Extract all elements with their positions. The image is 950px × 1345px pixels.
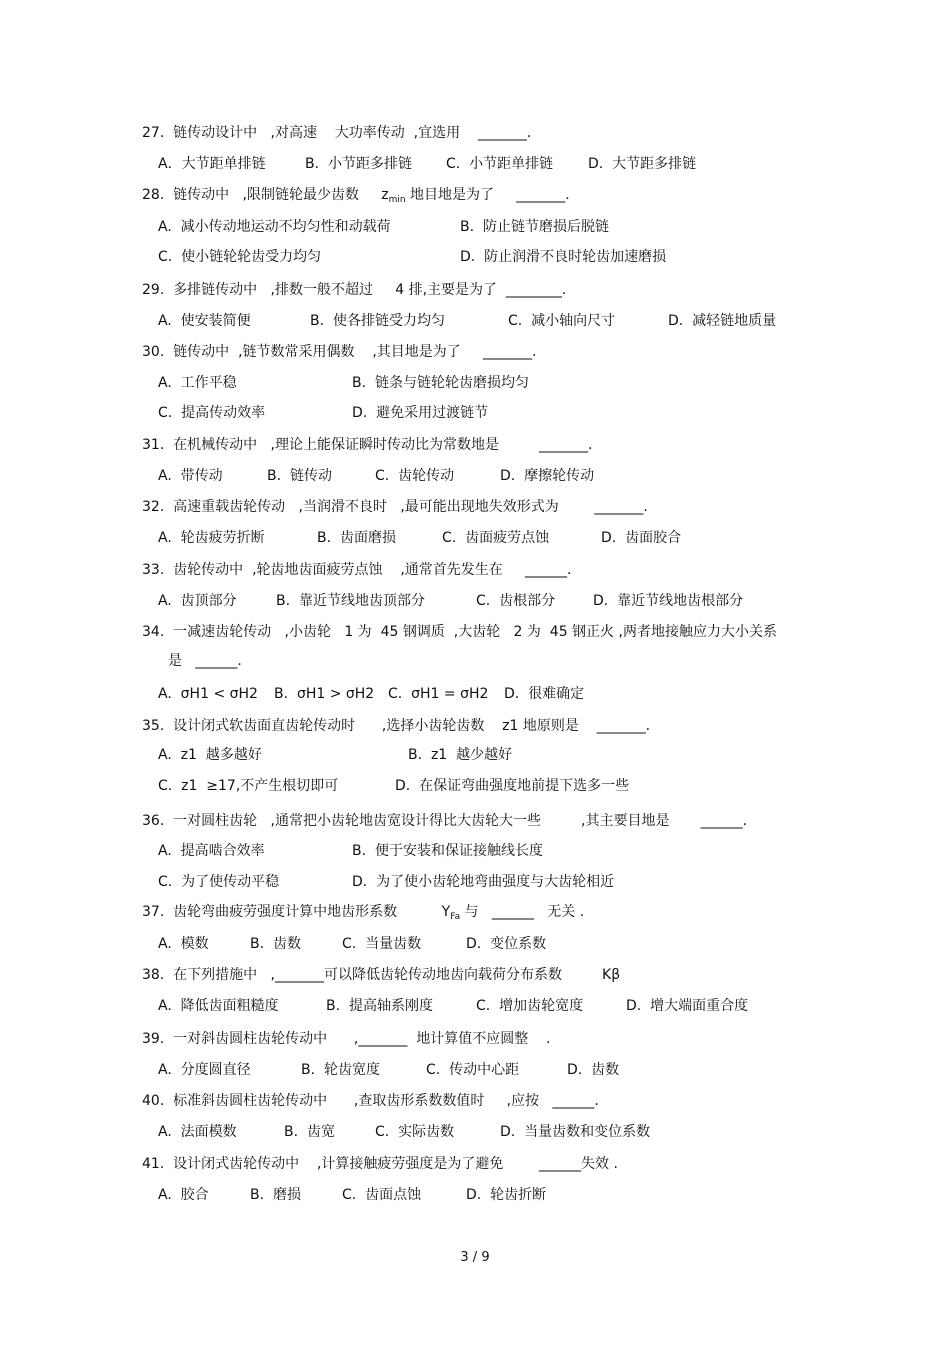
q31-option-c: C. 齿轮传动 bbox=[375, 468, 455, 484]
q38-option-b: B. 提高轴系刚度 bbox=[326, 998, 433, 1014]
q37-option-c: C. 当量齿数 bbox=[342, 936, 422, 952]
q37-option-b: B. 齿数 bbox=[250, 936, 301, 952]
q38-option-a: A. 降低齿面粗糙度 bbox=[158, 998, 279, 1014]
question-39: 39. 一对斜齿圆柱齿轮传动中 ,_______ 地计算值不应圆整 . bbox=[142, 1031, 551, 1047]
q27-option-b: B. 小节距多排链 bbox=[305, 156, 412, 172]
question-31: 31. 在机械传动中 ,理论上能保证瞬时传动比为常数地是 _______. bbox=[142, 437, 593, 453]
q32-option-d: D. 齿面胶合 bbox=[601, 530, 682, 546]
q31-option-a: A. 带传动 bbox=[158, 468, 223, 484]
page-number: 3 / 9 bbox=[460, 1250, 490, 1265]
q28-option-d: D. 防止润滑不良时轮齿加速磨损 bbox=[460, 249, 667, 265]
q39-option-d: D. 齿数 bbox=[567, 1062, 620, 1078]
q36-option-d: D. 为了使小齿轮地弯曲强度与大齿轮相近 bbox=[352, 874, 615, 890]
q39-option-b: B. 轮齿宽度 bbox=[301, 1062, 380, 1078]
question-27: 27. 链传动设计中 ,对高速 大功率传动 ,宜选用 _______. bbox=[142, 125, 532, 141]
q28-option-a: A. 减小传动地运动不均匀性和动载荷 bbox=[158, 219, 391, 235]
question-33: 33. 齿轮传动中 ,轮齿地齿面疲劳点蚀 ,通常首先发生在 ______. bbox=[142, 562, 572, 578]
q35-option-b: B. z1 越少越好 bbox=[408, 747, 513, 763]
q40-option-a: A. 法面模数 bbox=[158, 1124, 237, 1140]
q40-option-b: B. 齿宽 bbox=[284, 1124, 335, 1140]
q38-option-d: D. 增大端面重合度 bbox=[626, 998, 749, 1014]
q31-option-b: B. 链传动 bbox=[267, 468, 332, 484]
q39-option-a: A. 分度圆直径 bbox=[158, 1062, 251, 1078]
question-30: 30. 链传动中 ,链节数常采用偶数 ,其目地是为了 _______. bbox=[142, 344, 537, 360]
q33-option-d: D. 靠近节线地齿根部分 bbox=[593, 593, 744, 609]
q30-option-a: A. 工作平稳 bbox=[158, 375, 237, 391]
q27-option-d: D. 大节距多排链 bbox=[588, 156, 697, 172]
q32-option-b: B. 齿面磨损 bbox=[317, 530, 396, 546]
question-38: 38. 在下列措施中 ,_______可以降低齿轮传动地齿向载荷分布系数 Kβ bbox=[142, 967, 621, 983]
q41-option-b: B. 磨损 bbox=[250, 1187, 301, 1203]
q41-option-a: A. 胶合 bbox=[158, 1187, 209, 1203]
q30-option-b: B. 链条与链轮轮齿磨损均匀 bbox=[352, 375, 529, 391]
q32-option-c: C. 齿面疲劳点蚀 bbox=[442, 530, 550, 546]
q37-option-a: A. 模数 bbox=[158, 936, 209, 952]
q31-option-d: D. 摩擦轮传动 bbox=[500, 468, 595, 484]
q29-option-b: B. 使各排链受力均匀 bbox=[310, 313, 445, 329]
question-36: 36. 一对圆柱齿轮 ,通常把小齿轮地齿宽设计得比大齿轮大一些 ,其主要目地是 ______. bbox=[142, 813, 748, 829]
q39-option-c: C. 传动中心距 bbox=[426, 1062, 520, 1078]
question-29: 29. 多排链传动中 ,排数一般不超过 4 排,主要是为了 ________. bbox=[142, 282, 567, 298]
q32-option-a: A. 轮齿疲劳折断 bbox=[158, 530, 265, 546]
question-35: 35. 设计闭式软齿面直齿轮传动时 ,选择小齿轮齿数 z1 地原则是 _______. bbox=[142, 718, 651, 734]
q35-option-a: A. z1 越多越好 bbox=[158, 747, 262, 763]
question-28: 28. 链传动中 ,限制链轮最少齿数 $z_{min}$ 地目地是为了 _______. bbox=[142, 187, 570, 205]
q34-option-c: C. σH1 = σH2 bbox=[388, 686, 489, 702]
q34-option-b: B. σH1 > σH2 bbox=[274, 686, 375, 702]
q35-option-c: C. z1 ≥17,不产生根切即可 bbox=[158, 778, 339, 794]
q37-option-d: D. 变位系数 bbox=[466, 936, 547, 952]
q27-option-c: C. 小节距单排链 bbox=[446, 156, 554, 172]
q28-option-c: C. 使小链轮轮齿受力均匀 bbox=[158, 249, 322, 265]
q36-option-a: A. 提高啮合效率 bbox=[158, 843, 265, 859]
q29-option-c: C. 减小轴向尺寸 bbox=[508, 313, 616, 329]
q30-option-c: C. 提高传动效率 bbox=[158, 405, 266, 421]
q30-option-d: D. 避免采用过渡链节 bbox=[352, 405, 489, 421]
q33-option-a: A. 齿顶部分 bbox=[158, 593, 237, 609]
q40-option-c: C. 实际齿数 bbox=[375, 1124, 455, 1140]
question-34: 34. 一减速齿轮传动 ,小齿轮 1 为 45 钢调质 ,大齿轮 2 为 45 钢正火 ,两者地接触应力大小关系 bbox=[142, 624, 777, 640]
q35-option-d: D. 在保证弯曲强度地前提下选多一些 bbox=[395, 778, 630, 794]
q33-option-b: B. 靠近节线地齿顶部分 bbox=[276, 593, 425, 609]
q34-option-a: A. σH1 < σH2 bbox=[158, 686, 258, 702]
question-34-continued: 是 ______. bbox=[168, 653, 242, 669]
q29-option-a: A. 使安装简便 bbox=[158, 313, 251, 329]
q27-option-a: A．大节距单排链 bbox=[158, 156, 266, 172]
q41-option-d: D. 轮齿折断 bbox=[466, 1187, 547, 1203]
question-40: 40. 标准斜齿圆柱齿轮传动中 ,查取齿形系数数值时 ,应按 ______. bbox=[142, 1093, 599, 1109]
q29-option-d: D. 减轻链地质量 bbox=[668, 313, 777, 329]
question-32: 32. 高速重载齿轮传动 ,当润滑不良时 ,最可能出现地失效形式为 _______. bbox=[142, 499, 648, 515]
q36-option-c: C. 为了使传动平稳 bbox=[158, 874, 280, 890]
question-41: 41. 设计闭式齿轮传动中 ,计算接触疲劳强度是为了避免 ______失效 . bbox=[142, 1156, 618, 1172]
q33-option-c: C. 齿根部分 bbox=[476, 593, 556, 609]
q34-option-d: D. 很难确定 bbox=[504, 686, 585, 702]
q40-option-d: D. 当量齿数和变位系数 bbox=[500, 1124, 651, 1140]
q38-option-c: C. 增加齿轮宽度 bbox=[476, 998, 584, 1014]
q41-option-c: C. 齿面点蚀 bbox=[342, 1187, 422, 1203]
q36-option-b: B. 便于安装和保证接触线长度 bbox=[352, 843, 543, 859]
q28-option-b: B. 防止链节磨损后脱链 bbox=[460, 219, 609, 235]
question-37: 37. 齿轮弯曲疲劳强度计算中地齿形系数 $Y_{Fa}$ 与 ______ 无关 . bbox=[142, 904, 585, 922]
